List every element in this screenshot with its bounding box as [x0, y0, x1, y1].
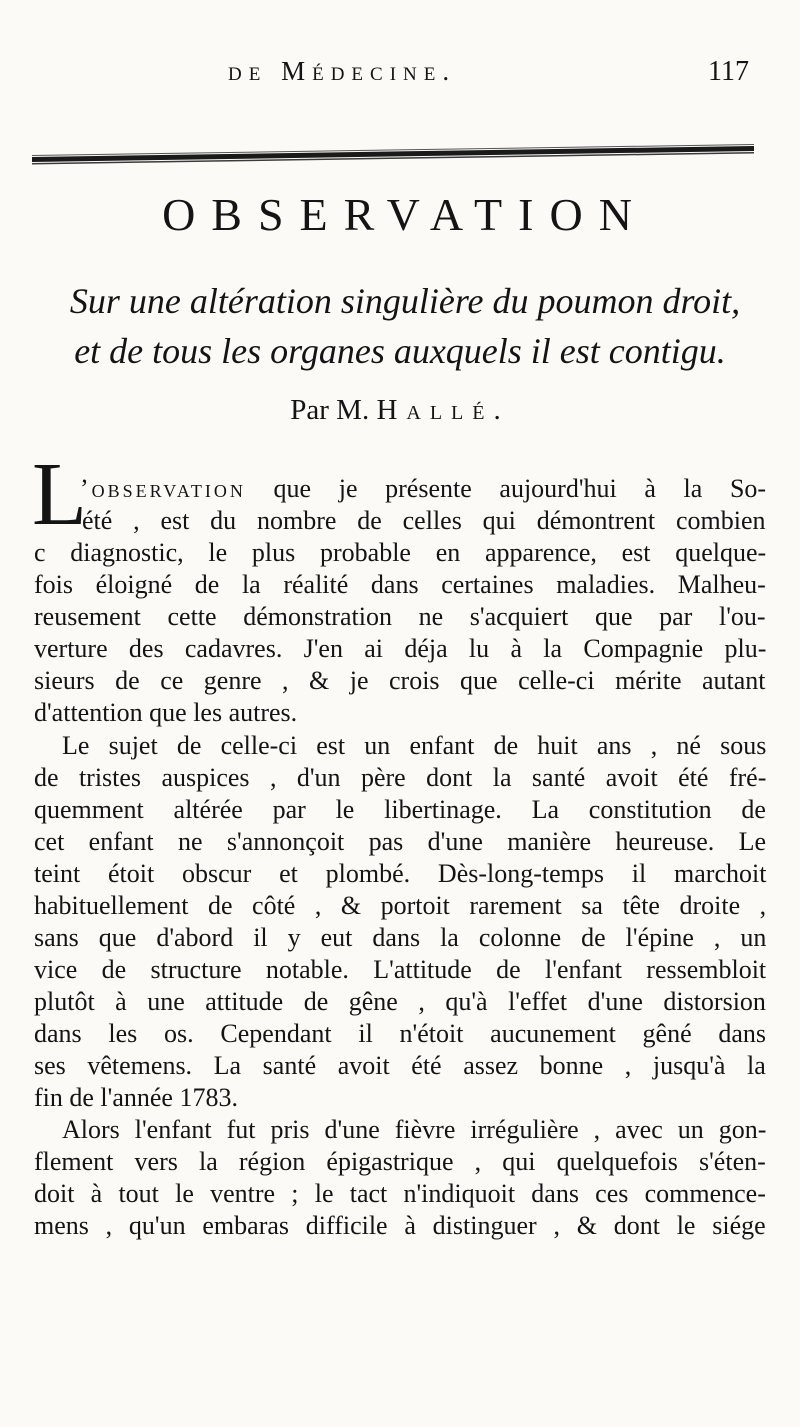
text-line: été , est du nombre de celles qui démontrent combien	[82, 506, 766, 535]
text-line: dans les os. Cependant il n'étoit aucunement gêné dans	[34, 1019, 767, 1048]
text-line: Le sujet de celle-ci est un enfant de huit ans , né sous	[62, 731, 767, 760]
text-line: Alors l'enfant fut pris d'une fièvre irrégulière , avec un gon-	[62, 1115, 767, 1144]
byline-prefix: Par M.	[290, 394, 370, 426]
text-line: ses vêtemens. La santé avoit été assez bonne , jusqu'à la	[34, 1051, 766, 1080]
running-head: de Médecine.	[228, 56, 457, 86]
text-line: flement vers la région épigastrique , qui quelquefois s'éten-	[34, 1147, 766, 1176]
subtitle-line-2: et de tous les organes auxquels il est contigu.	[74, 331, 726, 371]
text-line: d'attention que les autres.	[34, 698, 298, 727]
text-line: verture des cadavres. J'en ai déja lu à la Compagnie plu-	[34, 634, 767, 663]
ornamental-rule	[32, 142, 754, 166]
text-line: de tristes auspices , d'un père dont la santé avoit été fré-	[34, 763, 767, 792]
page-number: 117	[708, 56, 749, 87]
text-line: sieurs de ce genre , & je crois que celle-ci mérite autant	[34, 666, 766, 695]
subtitle-line-1: Sur une altération singulière du poumon droit,	[69, 281, 741, 321]
byline-author: Hallé.	[376, 394, 510, 426]
page-header	[0, 56, 800, 96]
text-line: mens , qu'un embaras difficile à distinguer , & dont le siége	[34, 1211, 766, 1240]
lead-line-rest: que je présente aujourd'hui à la So-	[245, 474, 767, 503]
text-line: teint étoit obscur et plombé. Dès-long-temps il marchoit	[34, 859, 767, 888]
article-title: OBSERVATION	[162, 189, 648, 240]
text-line: sans que d'abord il y eut dans la colonne de l'épine , un	[34, 923, 767, 952]
byline	[0, 394, 800, 427]
text-line: quemment altérée par le libertinage. La constitution de	[34, 795, 766, 824]
text-line: reusement cette démonstration ne s'acquiert que par l'ou-	[34, 602, 766, 631]
text-line: cet enfant ne s'annonçoit pas d'une manière heureuse. Le	[34, 827, 767, 856]
text-line: fois éloigné de la réalité dans certaines maladies. Malheu-	[34, 570, 766, 599]
drop-cap: L	[32, 445, 87, 544]
text-line: doit à tout le ventre ; le tact n'indiquoit dans ces commence-	[34, 1179, 766, 1208]
lead-small-caps: ’observation	[80, 474, 246, 503]
text-line: c diagnostic, le plus probable en apparence, est quelque-	[34, 538, 767, 567]
text-line: habituellement de côté , & portoit rarement sa tête droite ,	[34, 891, 767, 920]
text-line: fin de l'année 1783.	[34, 1083, 238, 1112]
text-line: vice de structure notable. L'attitude de l'enfant ressembloit	[34, 955, 767, 984]
text-line	[80, 473, 766, 504]
text-line: plutôt à une attitude de gêne , qu'à l'effet d'une distorsion	[34, 987, 766, 1016]
